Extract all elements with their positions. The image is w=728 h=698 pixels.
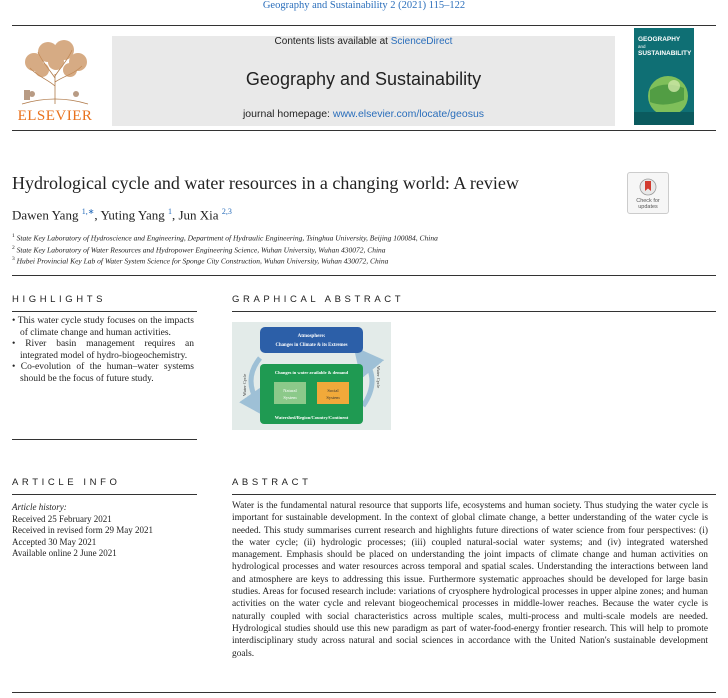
journal-citation[interactable]: Geography and Sustainability 2 (2021) 115–122 [262,0,466,11]
journal-cover[interactable] [634,28,694,125]
abstract-heading: ABSTRACT [232,477,312,488]
highlight-item: • Co-evolution of the human–water systems should be the focus of future study. [12,362,194,384]
history-entry: Available online 2 June 2021 [12,548,117,558]
author-name[interactable]: Jun Xia [178,207,219,223]
history-entry: Received in revised form 29 May 2021 [12,525,153,535]
highlight-text: This water cycle study focuses on the impacts of climate change and human activities. [17,316,194,338]
article-info-heading: ARTICLE INFO [12,477,121,488]
article-info-rule [12,494,197,495]
affiliation-number: 3 [12,256,15,262]
left-cycle-arrow [251,358,260,406]
cover-title-and: and [638,44,646,49]
title-block-rule [12,275,716,276]
abstract-rule [232,494,716,495]
contents-line [112,36,615,47]
check-for-updates-label: Check for updates [636,198,660,210]
highlight-item: • This water cycle study focuses on the impacts of climate change and human activities. [12,316,194,338]
ga-climate-label: Changes in Climate & its Extremes [275,343,348,348]
author-name[interactable]: Yuting Yang [100,207,165,223]
affiliation-text: State Key Laboratory of Hydroscience and Engineering, Department of Hydraulic Engineering, Tsinghua University, Beijing 100084, China [16,233,438,243]
journal-title: Geography and Sustainability [245,69,482,89]
right-cycle-arrow [363,358,372,406]
highlights-bottom-rule [12,439,197,440]
author-name[interactable]: Dawen Yang [12,207,79,223]
natural-system-box [274,382,306,404]
ga-water-demand-label: Changes in water available & demand [274,370,349,375]
ga-atmosphere-label: Atmosphere: [297,334,326,339]
history-entry: Received 25 February 2021 [12,513,112,524]
affiliation-number: 1 [12,233,15,239]
affiliation [12,256,388,266]
sciencedirect-link[interactable]: ScienceDirect [390,36,453,47]
bottom-rule [12,692,716,693]
abstract-text: Water is the fundamental natural resource that supports life, ecosystems and human society. Thus studying the water cycle is important for sustainable development. In the context of global climate change, a better understanding of the water cycle is needed. This study summarises current research and highlights future directions of water science from four perspectives: (i) the water cycle; (ii) hydrologic processes; (iii) coupled natural-social water systems; and (iv) integrated watershed management. Emphasis should be placed on understanding the joint impacts of climate change and human activities on hydrological processes and water resources across temporal and spatial scales. Understanding the interactions between land and atmosphere are keys to addressing this issue. Furthermore systematic approaches should be developed for large basin studies. Areas for focused research include: variations of cryosphere hydrological processes in upper alpine zones; and human activities on the water cycle and relevant biogeochemical processes in middle-lower reaches. Because the water cycle is naturally coupled with social characteristics across multiple scales, multi-process and multi-scale models are needed. Hydrological studies should use this new paradigm as part of water-food-energy frontier research. This will help to promote interdisciplinary study across natural and social sciences in accordance with the United Nation's sustainable development goals. [232,501,708,659]
atmosphere-box [260,327,363,353]
history-entry: Accepted 30 May 2021 [12,536,97,547]
contents-prefix: Contents lists available at [274,36,388,47]
article-history-label: Article history: [12,502,67,512]
highlights-heading: HIGHLIGHTS [12,294,107,305]
cover-title-line1: GEOGRAPHY [638,36,681,43]
elsevier-wordmark: ELSEVIER [17,108,93,124]
author-superscript[interactable]: 1,∗ [81,207,95,216]
author-superscript[interactable]: 2,3 [221,207,232,216]
graphical-abstract-heading: GRAPHICAL ABSTRACT [232,294,405,305]
ga-left-water-cycle-label: Water Cycle [242,373,247,396]
ga-right-water-cycle-label: Water Cycle [376,366,381,389]
social-system-box [317,382,349,404]
affiliation [12,245,386,255]
header-rule [12,130,716,131]
ga-natural-label-1: Natural [283,388,297,393]
cover-title-line2: SUSTAINABILITY [638,50,692,57]
cover-title [638,36,692,57]
highlight-item: • River basin management requires an integrated model of hydro-biogeochemistry. [12,339,195,361]
highlights-top-rule [12,311,197,312]
graphical-abstract-diagram [232,322,391,430]
check-for-updates-badge[interactable] [627,172,669,214]
homepage-prefix: journal homepage: [242,108,330,120]
ga-watershed-label: Watershed/Region/Country/Continent [274,415,349,420]
article-history [12,502,153,560]
highlights-list [12,316,194,385]
affiliation-text: State Key Laboratory of Water Resources and Hydropower Engineering Science, Wuhan University, Wuhan 430072, China [16,245,386,255]
graphical-abstract-figure[interactable] [232,322,391,430]
homepage-line [112,108,615,120]
highlight-text: River basin management requires an integrated model of hydro-biogeochemistry. [20,339,195,361]
author-superscript[interactable]: 1 [167,207,172,216]
highlight-text: Co-evolution of the human–water systems should be the focus of future study. [20,362,194,384]
ga-social-label-2: System [326,395,340,400]
affiliation [12,233,438,243]
ga-natural-label-2: System [283,395,297,400]
crossmark-icon [639,178,657,196]
article-title: Hydrological cycle and water resources in a changing world: A review [12,173,519,193]
ga-social-label-1: Social [327,388,339,393]
affiliation-text: Hubei Provincial Key Lab of Water System Science for Sponge City Construction, Wuhan University, Wuhan 430072, China [16,256,389,266]
author-list: Dawen Yang $^{1,∗}$, Yuting Yang $^1$, Jun Xia $^{2,3}$ [12,207,232,223]
cover-globe-illustration [634,60,694,125]
affiliation-number: 2 [12,245,15,251]
homepage-link[interactable]: www.elsevier.com/locate/geosus [332,108,485,120]
graphical-abstract-top-rule [232,311,716,312]
top-rule [12,25,716,26]
